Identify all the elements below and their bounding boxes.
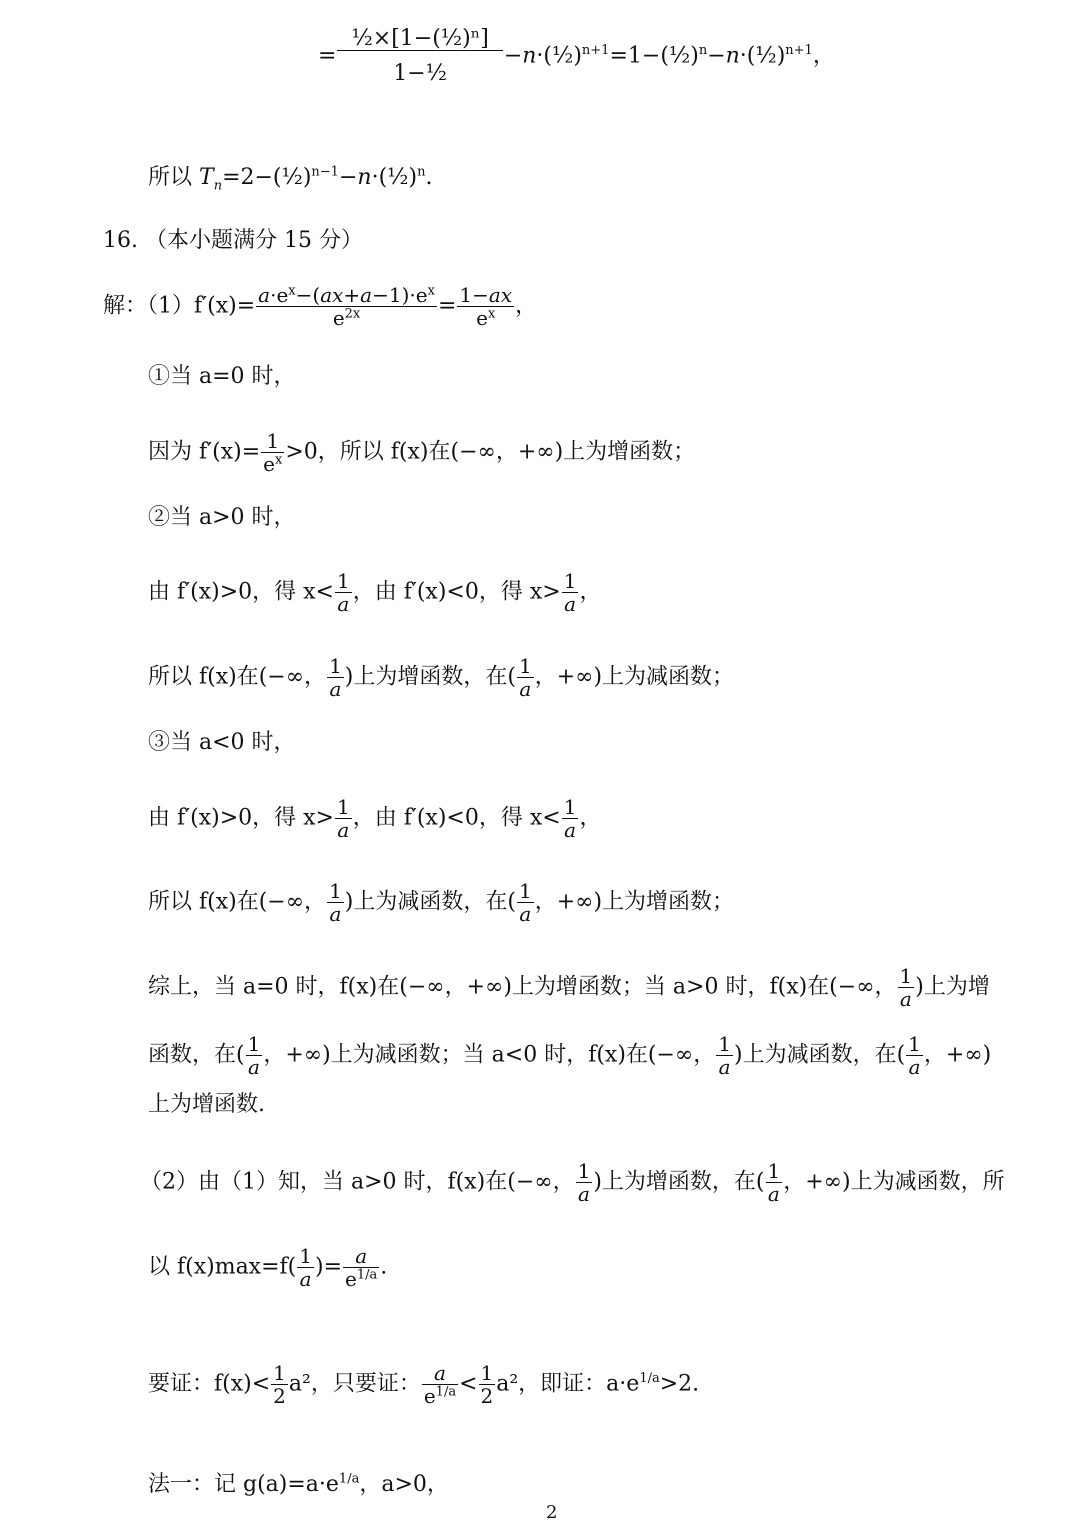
max-a: 以 f(x)max=f( bbox=[148, 1254, 297, 1280]
sum1-b: )上为增 bbox=[915, 974, 990, 1000]
prove-e: >2. bbox=[659, 1371, 700, 1397]
summary-line-3: 上为增函数. bbox=[148, 1092, 265, 1117]
case-1-detail: 因为 f′(x)= $\frac{1}{e^x}$ >0，所以 f(x)在(−∞，+∞)上为增函数； bbox=[148, 429, 696, 476]
case-3-detail: 由 f′(x)>0，得 x> $\frac{1}{a}$ ，由 f′(x)<0，得 x< $\frac{1}{a}$ ， bbox=[148, 795, 602, 842]
summary-line-2: 函数，在( $\frac{1}{a}$ ，+∞)上为减函数；当 a<0 时，f(x)在(−∞， $\frac{1}{a}$ )上为减函数，在( $\frac{1}{a}$ ，+∞) bbox=[148, 1032, 992, 1079]
sum2-c: )上为减函数，在( bbox=[734, 1042, 906, 1068]
p2-a: （2）由（1）知，当 a>0 时，f(x)在(−∞， bbox=[140, 1169, 575, 1195]
c2m-c: ，+∞)上为减函数； bbox=[534, 664, 735, 690]
equation-top: = $\frac{\text{½×[1−(½)ⁿ]}}{\text{1−½}}$ −n·(½)$^{n+1}$=1−(½)$^n$−n·(½)$^{n+1}$， bbox=[318, 26, 835, 86]
prove-a: 要证：f(x)< bbox=[148, 1371, 271, 1397]
case-1: ①当 a=0 时， bbox=[148, 364, 296, 389]
prove-d: a²，即证：a·e bbox=[496, 1371, 640, 1397]
c3m-a: 所以 f(x)在(−∞， bbox=[148, 889, 327, 915]
summary-line-1: 综上，当 a=0 时，f(x)在(−∞，+∞)上为增函数；当 a>0 时，f(x)在(−∞， $\frac{1}{a}$ )上为增 bbox=[148, 964, 990, 1011]
c3d-a: 由 f′(x)>0，得 x> bbox=[148, 805, 334, 831]
sum2-a: 函数，在( bbox=[148, 1042, 245, 1068]
p2-c: ，+∞)上为减函数，所 bbox=[783, 1169, 1005, 1195]
case-2-mono: 所以 f(x)在(−∞， $\frac{1}{a}$ )上为增函数，在( $\frac{1}{a}$ ，+∞)上为减函数； bbox=[148, 654, 735, 701]
method-b: ，a>0， bbox=[359, 1472, 449, 1497]
sum2-d: ，+∞) bbox=[923, 1042, 992, 1068]
p2-b: )上为增函数，在( bbox=[593, 1169, 765, 1195]
case-2: ②当 a>0 时， bbox=[148, 505, 296, 530]
part-2-intro: （2）由（1）知，当 a>0 时，f(x)在(−∞， $\frac{1}{a}$ )上为增函数，在( $\frac{1}{a}$ ，+∞)上为减函数，所 bbox=[140, 1159, 1005, 1206]
case-2-detail: 由 f′(x)>0，得 x< $\frac{1}{a}$ ，由 f′(x)<0，得 x> $\frac{1}{a}$ ， bbox=[148, 569, 602, 616]
case-3: ③当 a<0 时， bbox=[148, 730, 296, 755]
prove-goal: 要证：f(x)< $\frac{1}{2}$ a²，只要证： $\frac{a}{e^{1/a}}$ < $\frac{1}{2}$ a²，即证：$a\cdot e^{1/a}>2$. bbox=[148, 1361, 700, 1408]
c2d-b: ，由 f′(x)<0，得 x> bbox=[352, 579, 561, 605]
solution-part1: 解：（1）f′(x)= $\frac{a\cdot e^x-(ax+a-1)\cdot e^x}{e^{2x}}$ = $\frac{1-ax}{e^x}$ ， bbox=[103, 283, 538, 330]
c3m-b: )上为减函数，在( bbox=[344, 889, 516, 915]
page-number: 2 bbox=[546, 1502, 558, 1523]
max-value: 以 f(x)max=f( $\frac{1}{a}$ )= $\frac{a}{e^{1/a}}$ . bbox=[148, 1244, 388, 1291]
c2m-a: 所以 f(x)在(−∞， bbox=[148, 664, 327, 690]
max-b: )= bbox=[315, 1254, 343, 1280]
method-a: 法一：记 g(a)=a·e bbox=[148, 1472, 339, 1497]
sum2-b: ，+∞)上为减函数；当 a<0 时，f(x)在(−∞， bbox=[263, 1042, 716, 1068]
question-16-title: 16. （本小题满分 15 分） bbox=[103, 228, 363, 253]
c2d-a: 由 f′(x)>0，得 x< bbox=[148, 579, 334, 605]
prove-b: a²，只要证： bbox=[288, 1371, 421, 1397]
c3m-c: ，+∞)上为增函数； bbox=[534, 889, 735, 915]
c3d-b: ，由 f′(x)<0，得 x< bbox=[352, 805, 561, 831]
tn-result: 所以 $T_n=2-(\frac{1}{2})^{n-1}-n\cdot(\frac{1}{2})^n$. bbox=[148, 164, 433, 194]
sol-label: 解：（1）f′(x)= bbox=[103, 293, 256, 319]
prove-c: < bbox=[459, 1371, 478, 1397]
case-1-detail-tail: ，所以 f(x)在(−∞，+∞)上为增函数； bbox=[317, 439, 696, 465]
sum1-a: 综上，当 a=0 时，f(x)在(−∞，+∞)上为增函数；当 a>0 时，f(x)在(−∞， bbox=[148, 974, 897, 1000]
c2m-b: )上为增函数，在( bbox=[344, 664, 516, 690]
case-3-mono: 所以 f(x)在(−∞， $\frac{1}{a}$ )上为减函数，在( $\frac{1}{a}$ ，+∞)上为增函数； bbox=[148, 879, 735, 926]
method-one: 法一：记 $g(a)=a\cdot e^{1/a}$，a>0， bbox=[148, 1471, 449, 1497]
case-1-detail-lead: 因为 bbox=[148, 439, 193, 465]
